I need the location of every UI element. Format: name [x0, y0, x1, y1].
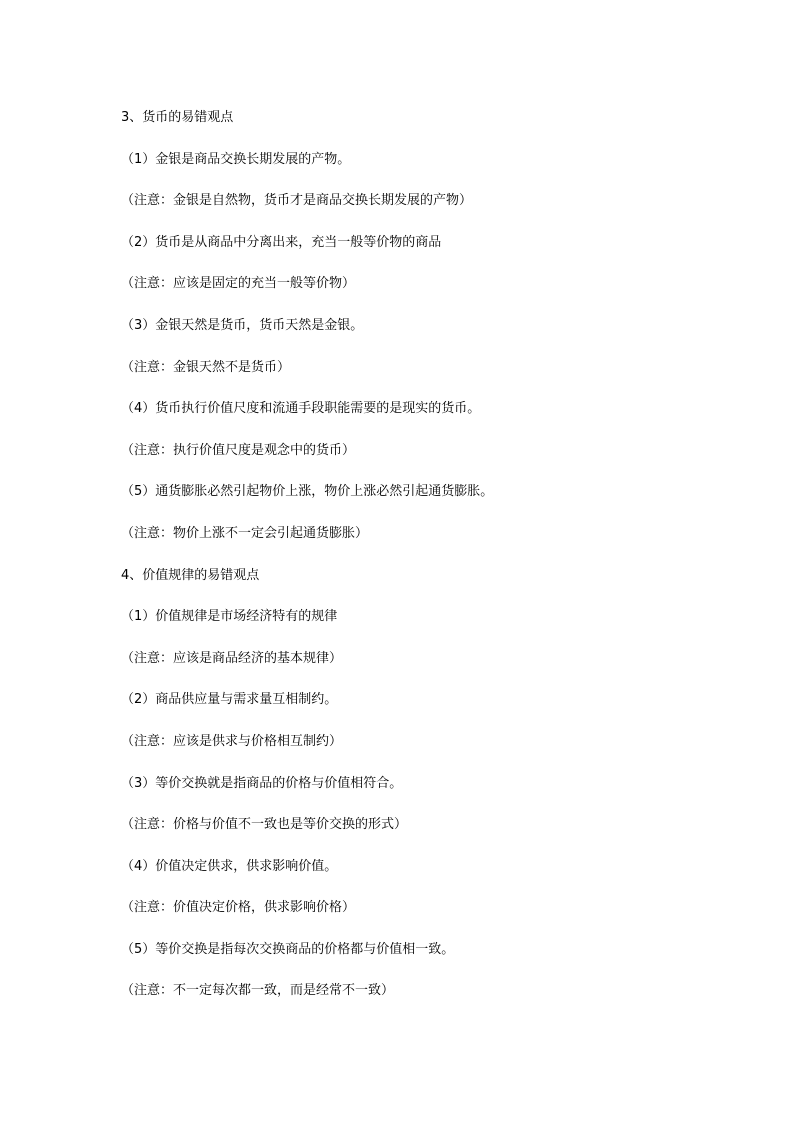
money-note-5: （注意：物价上涨不一定会引起通货膨胀） [121, 525, 369, 541]
value-law-point-1: （1）价值规律是市场经济特有的规律 [121, 609, 338, 625]
value-law-note-2: （注意：应该是供求与价格相互制约） [121, 733, 343, 749]
value-law-note-4: （注意：价值决定价格，供求影响价格） [121, 900, 356, 916]
money-point-2: （2）货币是从商品中分离出来，充当一般等价物的商品 [121, 234, 442, 250]
value-law-point-5: （5）等价交换是指每次交换商品的价格都与价值相一致。 [121, 941, 455, 957]
money-note-4: （注意：执行价值尺度是观念中的货币） [121, 442, 356, 458]
money-note-3: （注意：金银天然不是货币） [121, 359, 291, 375]
value-law-note-3: （注意：价格与价值不一致也是等价交换的形式） [121, 817, 408, 833]
section-heading-money: 3、货币的易错观点 [121, 110, 234, 125]
money-note-2: （注意：应该是固定的充当一般等价物） [121, 276, 356, 292]
money-point-3: （3）金银天然是货币，货币天然是金银。 [121, 317, 364, 333]
value-law-point-4: （4）价值决定供求，供求影响价值。 [121, 858, 338, 874]
value-law-note-1: （注意：应该是商品经济的基本规律） [121, 650, 343, 666]
money-note-1: （注意：金银是自然物，货币才是商品交换长期发展的产物） [121, 193, 473, 209]
money-point-5: （5）通货膨胀必然引起物价上涨，物价上涨必然引起通货膨胀。 [121, 484, 494, 500]
document-body [121, 108, 741, 1023]
value-law-point-2: （2）商品供应量与需求量互相制约。 [121, 692, 338, 708]
value-law-point-3: （3）等价交换就是指商品的价格与价值相符合。 [121, 775, 403, 791]
money-point-1: （1）金银是商品交换长期发展的产物。 [121, 151, 351, 167]
value-law-note-5: （注意：不一定每次都一致，而是经常不一致） [121, 983, 395, 999]
money-point-4: （4）货币执行价值尺度和流通手段职能需要的是现实的货币。 [121, 401, 481, 417]
section-heading-value-law: 4、价值规律的易错观点 [121, 567, 260, 583]
